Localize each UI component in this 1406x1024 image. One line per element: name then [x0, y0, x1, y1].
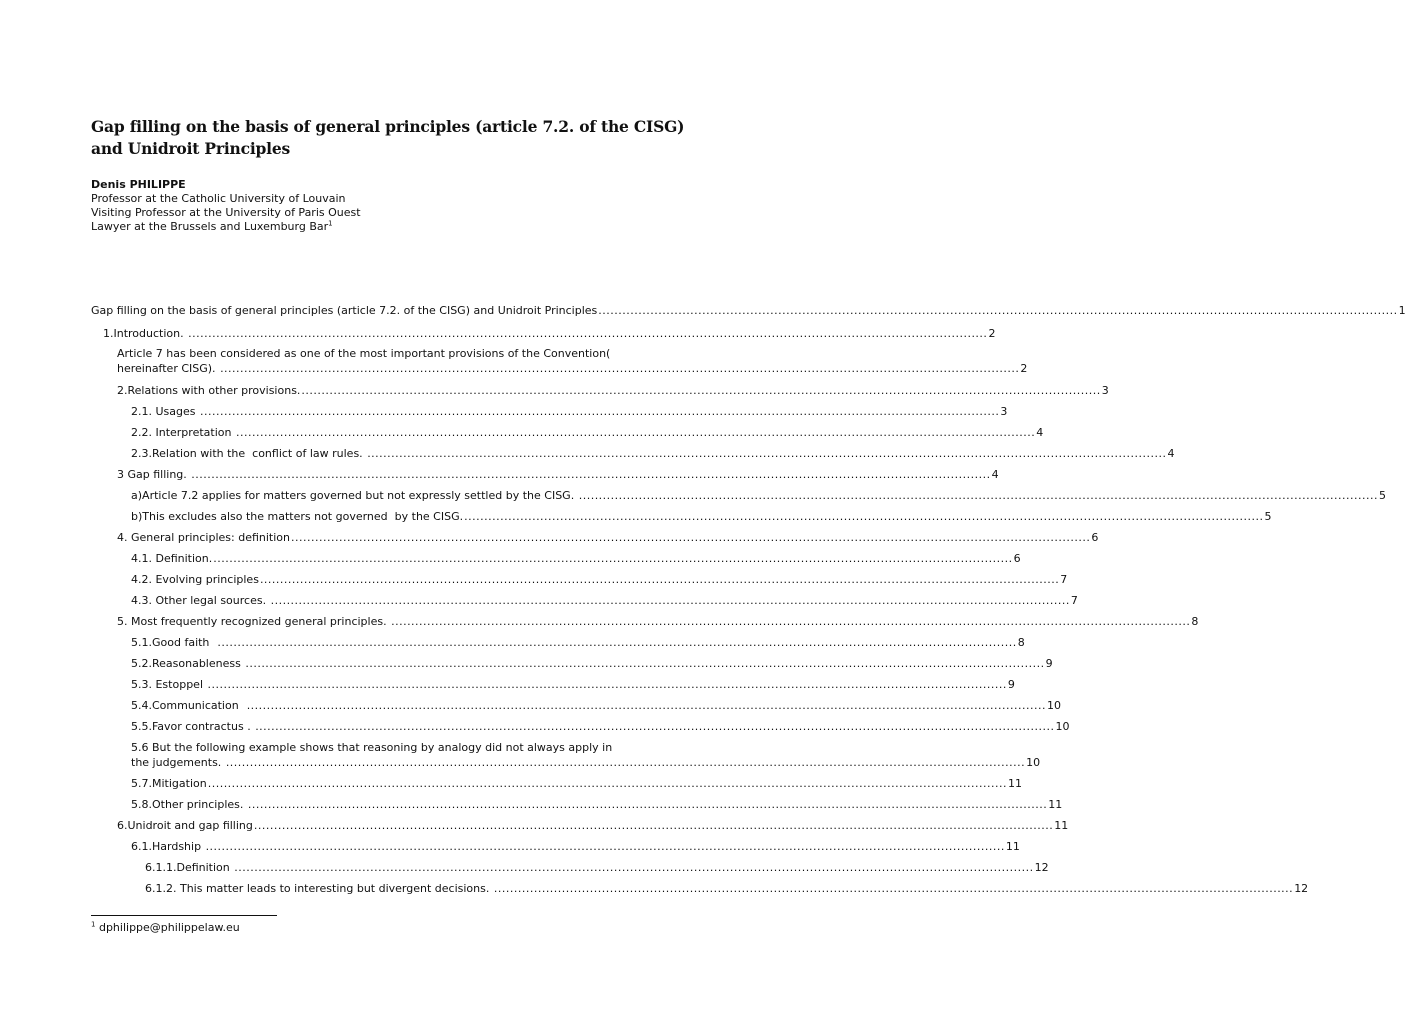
toc-leader-dots: ........................................................................................................................................................................................................ [259, 573, 1060, 586]
toc-entry-page: 9 [1045, 657, 1053, 670]
toc-leader-dots: ........................................................................................................................................................................................................ [188, 327, 988, 340]
toc-leader-dots: ........................................................................................................................................................................................................ [464, 510, 1264, 523]
toc-entry-page: 6 [1013, 552, 1021, 565]
toc-leader-dots: ........................................................................................................................................................................................................ [367, 447, 1167, 460]
toc-entry-text: 4.1. Definition. [131, 552, 213, 565]
toc-entry[interactable] [145, 860, 1049, 875]
toc-leader-dots: ........................................................................................................................................................................................................ [598, 304, 1398, 317]
toc-entry-text: 2.Relations with other provisions. [117, 384, 301, 397]
document-title: Gap filling on the basis of general principles (article 7.2. of the CISG) and Unidroit Principles [91, 117, 685, 158]
toc-entry[interactable] [131, 797, 1063, 812]
toc-entry[interactable] [131, 404, 1008, 419]
toc-leader-dots: ........................................................................................................................................................................................................ [205, 840, 1005, 853]
toc-leader-dots: ........................................................................................................................................................................................................ [578, 489, 1379, 502]
toc-entry-page: 2 [988, 327, 996, 340]
toc-leader-dots: ........................................................................................................................................................................................................ [207, 777, 1008, 790]
toc-entry-page: 10 [1047, 699, 1062, 712]
toc-entry[interactable] [131, 839, 1020, 854]
author-affiliation-1: Professor at the Catholic University of Louvain [91, 192, 346, 205]
toc-entry[interactable] [131, 677, 1015, 692]
toc-entry-page: 11 [1008, 777, 1023, 790]
toc-entry[interactable] [131, 572, 1068, 587]
toc-entry-text-line1: Article 7 has been considered as one of the most important provisions of the Convention( [117, 347, 611, 360]
author-affiliation-3 [91, 220, 361, 234]
toc-entry[interactable] [131, 425, 1044, 440]
toc-entry-page: 7 [1060, 573, 1068, 586]
toc-entry[interactable] [117, 467, 999, 482]
toc-entry-page: 4 [1167, 447, 1175, 460]
toc-entry-text: 4.2. Evolving principles [131, 573, 259, 586]
toc-entry-text: 5.7.Mitigation [131, 777, 207, 790]
toc-entry-page: 8 [1191, 615, 1199, 628]
toc-entry-text: 5.5.Favor contractus . [131, 720, 255, 733]
toc-leader-dots: ........................................................................................................................................................................................................ [213, 552, 1013, 565]
toc-leader-dots: ........................................................................................................................................................................................................ [234, 861, 1034, 874]
toc-entry-text: 5.8.Other principles. [131, 798, 247, 811]
toc-entry-text: 5.2.Reasonableness [131, 657, 245, 670]
toc-entry[interactable] [131, 740, 1041, 770]
toc-entry[interactable] [117, 614, 1199, 629]
toc-entry-text: 1.Introduction. [103, 327, 188, 340]
toc-entry-page: 5 [1264, 510, 1272, 523]
toc-entry[interactable] [131, 488, 1387, 503]
toc-entry-text: Article 7.2 applies for matters governed but not expressly settled by the CISG. [142, 489, 578, 502]
toc-leader-dots: ........................................................................................................................................................................................................ [245, 657, 1045, 670]
toc-entry-text: 5. Most frequently recognized general principles. [117, 615, 391, 628]
toc-leader-dots: ........................................................................................................................................................................................................ [291, 531, 1091, 544]
toc-entry[interactable] [91, 303, 1406, 318]
toc-entry-page: 4 [1036, 426, 1044, 439]
toc-leader-dots: ........................................................................................................................................................................................................ [253, 819, 1054, 832]
toc-leader-dots: ........................................................................................................................................................................................................ [225, 756, 1026, 769]
toc-leader-dots: ........................................................................................................................................................................................................ [217, 636, 1017, 649]
toc-entry[interactable] [117, 818, 1069, 833]
toc-entry-text: 5.4.Communication [131, 699, 246, 712]
toc-leader-dots: ........................................................................................................................................................................................................ [220, 362, 1020, 375]
toc-entry-page: 4 [991, 468, 999, 481]
author-block [91, 178, 361, 234]
toc-entry[interactable] [131, 719, 1070, 734]
toc-leader-dots: ........................................................................................................................................................................................................ [246, 699, 1047, 712]
toc-leader-dots: ........................................................................................................................................................................................................ [391, 615, 1191, 628]
toc-entry-page: 12 [1034, 861, 1049, 874]
toc-entry-page: 7 [1070, 594, 1078, 607]
toc-entry-text: 4.3. Other legal sources. [131, 594, 270, 607]
toc-entry-text-line1: 5.6 But the following example shows that reasoning by analogy did not always apply in [131, 741, 613, 754]
toc-entry[interactable] [131, 776, 1023, 791]
toc-entry-text: 2.1. Usages [131, 405, 199, 418]
toc-entry[interactable] [131, 656, 1053, 671]
toc-entry[interactable] [131, 509, 1272, 524]
toc-entry-text: 5.1.Good faith [131, 636, 217, 649]
toc-leader-dots: ........................................................................................................................................................................................................ [255, 720, 1055, 733]
toc-entry-text: Gap filling on the basis of general principles (article 7.2. of the CISG) and Unidroit Principles [91, 304, 598, 317]
toc-entry-page: 2 [1020, 362, 1028, 375]
toc-entry-text: 2.3.Relation with the conflict of law rules. [131, 447, 367, 460]
toc-entry[interactable] [131, 593, 1078, 608]
toc-entry-page: 9 [1007, 678, 1015, 691]
toc-entry-page: 3 [1000, 405, 1008, 418]
toc-entry[interactable] [131, 635, 1025, 650]
toc-leader-dots: ........................................................................................................................................................................................................ [191, 468, 991, 481]
author-name: Denis PHILIPPE [91, 178, 186, 191]
toc-entry-page: 3 [1101, 384, 1109, 397]
toc-leader-dots: ........................................................................................................................................................................................................ [493, 882, 1294, 895]
toc-entry-page: 11 [1054, 819, 1069, 832]
toc-leader-dots: ........................................................................................................................................................................................................ [301, 384, 1101, 397]
toc-entry[interactable] [103, 326, 996, 341]
toc-leader-dots: ........................................................................................................................................................................................................ [247, 798, 1048, 811]
toc-entry-page: 11 [1048, 798, 1063, 811]
toc-entry[interactable] [117, 346, 1028, 376]
toc-entry-page: 11 [1005, 840, 1020, 853]
toc-entry-page: 10 [1055, 720, 1070, 733]
toc-entry-text: 5.3. Estoppel [131, 678, 207, 691]
toc-entry-text: hereinafter CISG). [117, 362, 220, 375]
toc-entry-page: 10 [1026, 756, 1041, 769]
footnote-ref: 1 [328, 219, 333, 228]
footnote-separator [91, 915, 277, 916]
toc-entry-marker: b) [131, 510, 143, 523]
toc-entry-page: 6 [1091, 531, 1099, 544]
toc-entry-text: the judgements. [131, 756, 225, 769]
toc-entry-text: 2.2. Interpretation [131, 426, 235, 439]
footnote [91, 921, 240, 935]
author-affiliation-2: Visiting Professor at the University of Paris Ouest [91, 206, 361, 219]
toc-entry[interactable] [117, 530, 1099, 545]
toc-entry-page: 1 [1398, 304, 1406, 317]
toc-entry-text: 4. General principles: definition [117, 531, 290, 544]
toc-entry[interactable] [117, 383, 1109, 398]
toc-entry-page: 8 [1017, 636, 1025, 649]
toc-entry[interactable] [131, 551, 1021, 566]
toc-entry-page: 12 [1294, 882, 1309, 895]
toc-entry-text: 6.Unidroit and gap filling [117, 819, 253, 832]
toc-leader-dots: ........................................................................................................................................................................................................ [270, 594, 1070, 607]
toc-entry-marker: a) [131, 489, 143, 502]
toc-entry[interactable] [131, 446, 1175, 461]
toc-entry-page: 5 [1379, 489, 1387, 502]
footnote-number: 1 [91, 920, 96, 929]
toc-entry[interactable] [131, 698, 1062, 713]
toc-entry-text: This excludes also the matters not governed by the CISG. [142, 510, 464, 523]
toc-entry-text: 6.1.1.Definition [145, 861, 234, 874]
toc-entry-text: 3 Gap filling. [117, 468, 191, 481]
toc-leader-dots: ........................................................................................................................................................................................................ [200, 405, 1000, 418]
footnote-email[interactable]: dphilippe@philippelaw.eu [98, 921, 240, 934]
toc-leader-dots: ........................................................................................................................................................................................................ [207, 678, 1007, 691]
author-affiliation-3-text: Lawyer at the Brussels and Luxemburg Bar [91, 220, 329, 233]
toc-entry[interactable] [145, 881, 1309, 896]
toc-leader-dots: ........................................................................................................................................................................................................ [235, 426, 1036, 439]
toc-entry-text: 6.1.2. This matter leads to interesting but divergent decisions. [145, 882, 493, 895]
toc-entry-text: 6.1.Hardship [131, 840, 205, 853]
